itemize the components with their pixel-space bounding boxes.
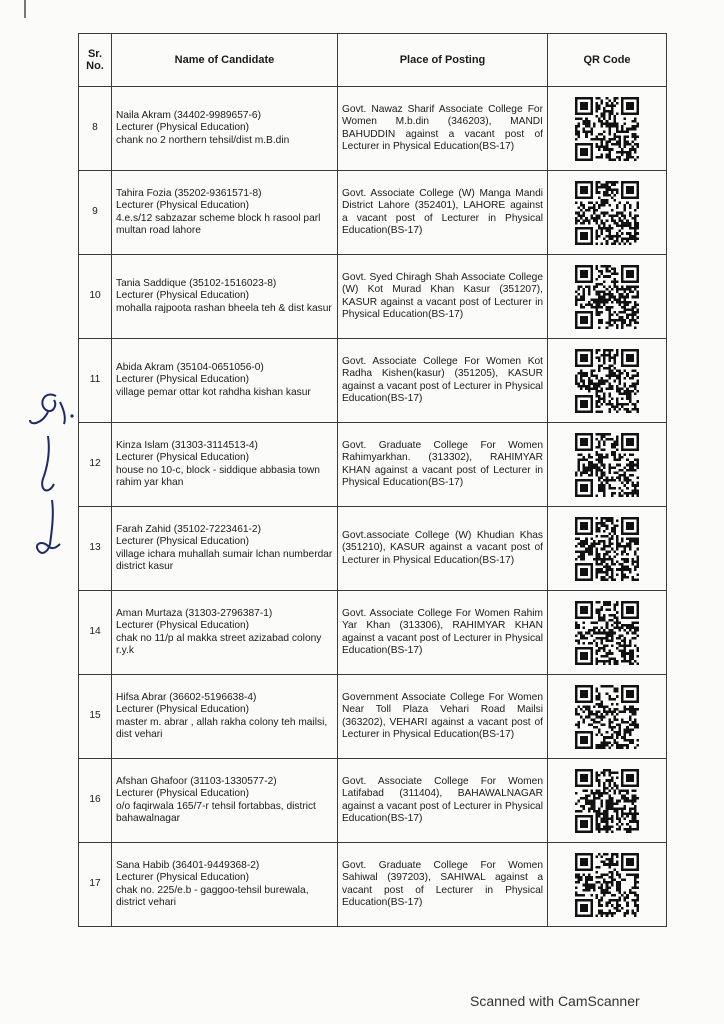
candidate-designation: Lecturer (Physical Education) — [116, 788, 250, 800]
candidate-designation: Lecturer (Physical Education) — [116, 452, 250, 464]
qr-code-icon — [575, 433, 639, 497]
place-of-posting: Govt. Nawaz Sharif Associate College For Women M.b.din (346203), MANDI BAHUDDIN against a vacant post of Lecturer in Physical Education(BS-17) — [338, 87, 548, 171]
candidate-address: chak no 11/p al makka street azizabad colony r.y.k — [116, 632, 322, 656]
candidate-cell — [112, 339, 338, 423]
place-of-posting: Govt. Associate College For Women Kot Radha Kishen(kasur) (351205), KASUR against a vacant post of Lecturer in Physical Education(BS-17) — [338, 339, 548, 423]
candidate-name: Hifsa Abrar (36602-5196638-4) — [116, 692, 257, 704]
candidate-address: village ichara muhallah sumair lchan numberdar district kasur — [116, 548, 333, 572]
candidate-cell — [112, 255, 338, 339]
header-qr-code: QR Code — [548, 34, 667, 87]
qr-code-icon — [575, 517, 639, 581]
place-of-posting: Government Associate College For Women Near Toll Plaza Vehari Road Mailsi (363202), VEHARI against a vacant post of Lecturer in Physical Education(BS-17) — [338, 675, 548, 759]
candidate-name: Kinza Islam (31303-3114513-4) — [116, 440, 258, 452]
qr-code-icon — [575, 685, 639, 749]
place-of-posting: Govt. Graduate College For Women Rahimyarkhan. (313302), RAHIMYAR KHAN against a vacant post of Lecturer in Physical Education(BS-17) — [338, 423, 548, 507]
candidate-designation: Lecturer (Physical Education) — [116, 536, 250, 548]
row-sr-no: 15 — [79, 675, 112, 759]
candidate-cell — [112, 759, 338, 843]
candidate-address: o/o faqirwala 165/7-r tehsil fortabbas, district bahawalnagar — [116, 800, 316, 824]
header-sr-no: Sr. No. — [79, 34, 112, 87]
candidate-designation: Lecturer (Physical Education) — [116, 704, 250, 716]
table-row — [79, 339, 667, 423]
place-of-posting: Govt. Syed Chiragh Shah Associate College (W) Kot Murad Khan Kasur (351207), KASUR against a vacant post of Lecturer in Physical Education(BS-17) — [338, 255, 548, 339]
row-sr-no: 8 — [79, 87, 112, 171]
place-of-posting: Govt.associate College (W) Khudian Khas (351210), KASUR against a vacant post of Lecturer in Physical Education(BS-17) — [338, 507, 548, 591]
postings-table — [78, 33, 667, 927]
row-sr-no: 12 — [79, 423, 112, 507]
candidate-designation: Lecturer (Physical Education) — [116, 872, 250, 884]
qr-cell — [548, 843, 667, 927]
qr-code-icon — [575, 265, 639, 329]
candidate-cell — [112, 423, 338, 507]
table-row — [79, 675, 667, 759]
qr-cell — [548, 423, 667, 507]
candidate-designation: Lecturer (Physical Education) — [116, 200, 250, 212]
table-row — [79, 843, 667, 927]
qr-cell — [548, 255, 667, 339]
row-sr-no: 13 — [79, 507, 112, 591]
candidate-address: village pemar ottar kot rahdha kishan kasur — [116, 386, 311, 398]
candidate-designation: Lecturer (Physical Education) — [116, 290, 250, 302]
place-of-posting: Govt. Associate College For Women Rahim Yar Khan (313306), RAHIMYAR KHAN against a vacant post of Lecturer in Physical Education(BS-17) — [338, 591, 548, 675]
candidate-name: Abida Akram (35104-0651056-0) — [116, 362, 264, 374]
candidate-address: chak no. 225/e.b - gaggoo-tehsil burewala, district vehari — [116, 884, 309, 908]
scan-edge-mark — [24, 0, 26, 18]
candidate-cell — [112, 171, 338, 255]
candidate-address: master m. abrar , allah rakha colony teh mailsi, dist vehari — [116, 716, 328, 740]
row-sr-no: 10 — [79, 255, 112, 339]
qr-cell — [548, 339, 667, 423]
table-row — [79, 171, 667, 255]
candidate-designation: Lecturer (Physical Education) — [116, 374, 250, 386]
header-candidate-name: Name of Candidate — [112, 34, 338, 87]
candidate-cell — [112, 87, 338, 171]
header-place-of-posting: Place of Posting — [338, 34, 548, 87]
place-of-posting: Govt. Associate College (W) Manga Mandi District Lahore (352401), LAHORE against a vacant post of Lecturer in Physical Education(BS-17) — [338, 171, 548, 255]
qr-cell — [548, 759, 667, 843]
candidate-name: Tania Saddique (35102-1516023-8) — [116, 278, 277, 290]
qr-cell — [548, 591, 667, 675]
candidate-name: Sana Habib (36401-9449368-2) — [116, 860, 260, 872]
place-of-posting: Govt. Graduate College For Women Sahiwal (397203), SAHIWAL against a vacant post of Lecturer in Physical Education(BS-17) — [338, 843, 548, 927]
candidate-cell — [112, 843, 338, 927]
qr-cell — [548, 171, 667, 255]
row-sr-no: 17 — [79, 843, 112, 927]
table-row — [79, 507, 667, 591]
candidate-cell — [112, 507, 338, 591]
row-sr-no: 14 — [79, 591, 112, 675]
candidate-address: mohalla rajpoota rashan bheela teh & dist kasur — [116, 302, 332, 314]
place-of-posting: Govt. Associate College For Women Latifabad (311404), BAHAWALNAGAR against a vacant post of Lecturer in Physical Education(BS-17) — [338, 759, 548, 843]
table-header-row — [79, 34, 667, 87]
row-sr-no: 11 — [79, 339, 112, 423]
row-sr-no: 9 — [79, 171, 112, 255]
candidate-address: 4.e.s/12 sabzazar scheme block h rasool parl multan road lahore — [116, 212, 321, 236]
candidate-name: Farah Zahid (35102-7223461-2) — [116, 524, 261, 536]
row-sr-no: 16 — [79, 759, 112, 843]
candidate-designation: Lecturer (Physical Education) — [116, 620, 250, 632]
candidate-name: Tahira Fozia (35202-9361571-8) — [116, 188, 262, 200]
table-row — [79, 591, 667, 675]
candidate-name: Aman Murtaza (31303-2796387-1) — [116, 608, 273, 620]
qr-cell — [548, 507, 667, 591]
table-row — [79, 759, 667, 843]
candidate-designation: Lecturer (Physical Education) — [116, 122, 250, 134]
qr-code-icon — [575, 97, 639, 161]
qr-code-icon — [575, 181, 639, 245]
table-row — [79, 87, 667, 171]
qr-code-icon — [575, 601, 639, 665]
qr-code-icon — [575, 769, 639, 833]
candidate-name: Afshan Ghafoor (31103-1330577-2) — [116, 776, 277, 788]
candidate-address: house no 10-c, block - siddique abbasia town rahim yar khan — [116, 464, 320, 488]
table-row — [79, 255, 667, 339]
qr-cell — [548, 87, 667, 171]
qr-code-icon — [575, 853, 639, 917]
handwritten-signature-icon — [8, 380, 78, 580]
qr-cell — [548, 675, 667, 759]
candidate-name: Naila Akram (34402-9989657-6) — [116, 110, 261, 122]
candidate-address: chank no 2 northern tehsil/dist m.B.din — [116, 134, 290, 146]
table-row — [79, 423, 667, 507]
camscanner-watermark: Scanned with CamScanner — [470, 993, 640, 1009]
candidate-cell — [112, 675, 338, 759]
candidate-cell — [112, 591, 338, 675]
qr-code-icon — [575, 349, 639, 413]
